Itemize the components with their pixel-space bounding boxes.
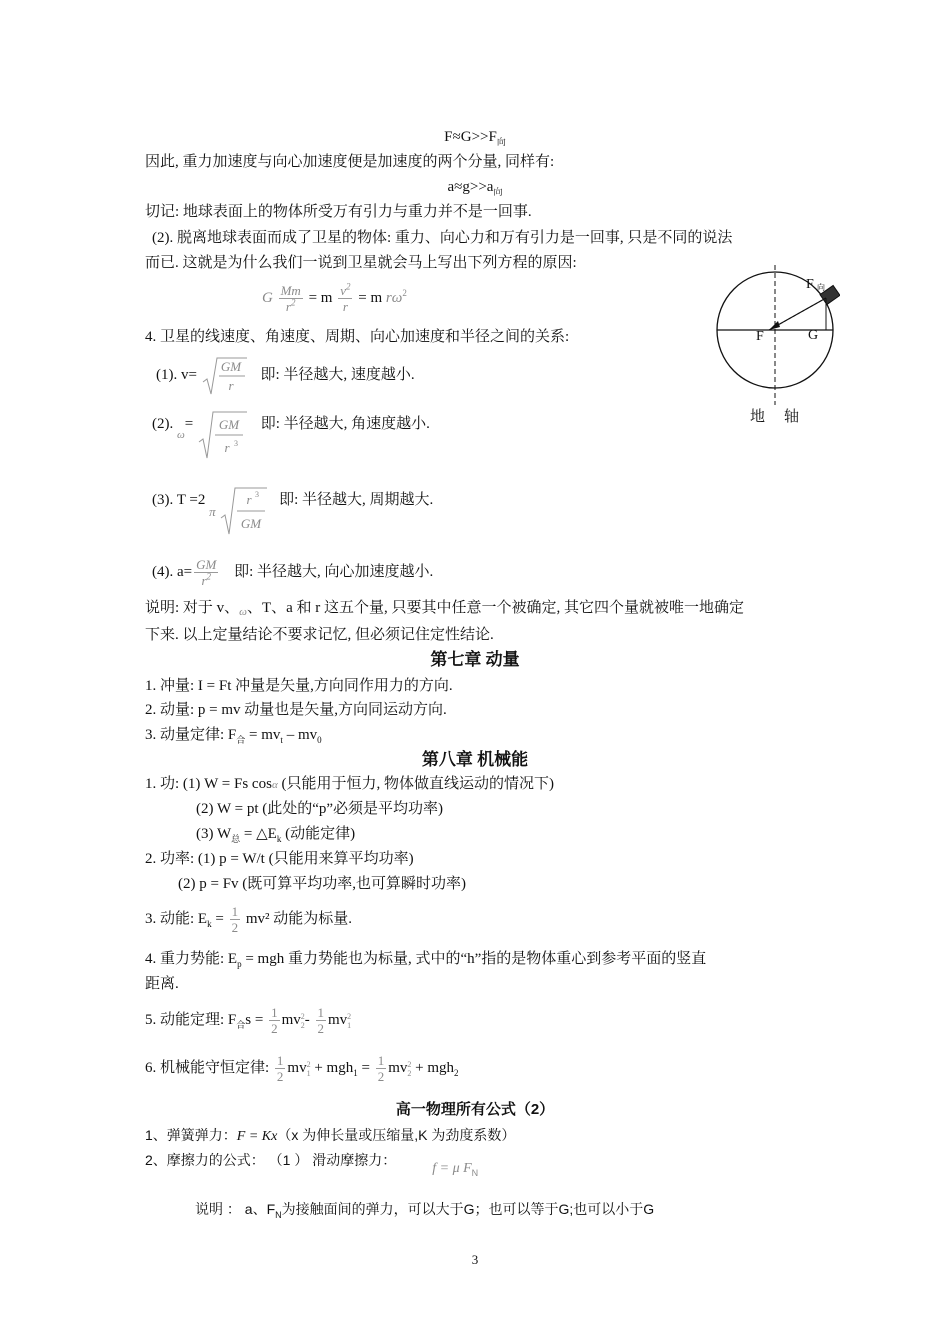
svg-text:3: 3 <box>234 439 238 448</box>
text-line: 切记: 地球表面上的物体所受万有引力与重力并不是一回事. <box>145 204 532 220</box>
svg-text:轴: 轴 <box>784 409 800 425</box>
radical-sign <box>201 356 247 396</box>
text-line: 1、弹簧弹力：F = Kx（x 为伸长量或压缩量,K 为劲度系数） <box>145 1127 516 1144</box>
text-line: 而已. 这就是为什么我们一说到卫星就会马上写出下列方程的原因: <box>145 255 577 271</box>
svg-text:r: r <box>246 492 252 507</box>
chapter-heading: 第七章 动量 <box>430 650 520 669</box>
earth-force-diagram <box>700 245 840 435</box>
text-line: 因此, 重力加速度与向心加速度便是加速度的两个分量, 同样有: <box>145 154 555 170</box>
equation-f-approx: $F\approx G>>F_向$ <box>444 129 506 147</box>
text-line: 1. 功: (1) W = Fs cosα (只能用于恒力, 物体做直线运动的情况下) <box>145 776 554 792</box>
svg-text:GM: GM <box>220 358 241 374</box>
relation-period: (3). T =2 π r 3 GM 即: 半径越大, 周期越大. <box>152 484 433 540</box>
equation-a-approx: $a\approx g>>a_向$ <box>447 179 503 197</box>
svg-text:F: F <box>806 277 814 292</box>
text-line: 说明: 对于 v、$_\omega$、T、a 和 r 这五个量, 只要其中任意一个被确定, 其它四个量就被唯一地确定 <box>145 600 745 618</box>
radical-sign <box>197 408 247 460</box>
svg-text:G: G <box>808 328 819 343</box>
svg-text:r: r <box>228 377 234 393</box>
relation-omega: (2). $_\omega$= GM r 3 即: 半径越大, 角速度越小. <box>152 408 430 464</box>
text-line: (2) W = pt (此处的“p”必须是平均功率) <box>196 801 444 817</box>
text-line: 2. 动量: p = mv 动量也是矢量,方向同运动方向. <box>145 702 447 718</box>
svg-text:向: 向 <box>817 283 825 292</box>
text-line: 2、摩擦力的公式： （1 ） 滑动摩擦力：f = μ $F_N$ <box>145 1152 479 1178</box>
energy-conservation: 6. 机械能守恒定律: $\frac{1}{2}$ mv2 1 + mgh$_1$ = $\frac{1}{2}$ mv2 2 + mgh$_2$ <box>145 1053 459 1085</box>
work-energy-theorem: 5. 动能定理: $F_合s$ = $\frac{1}{2}$ mv2 2- $\frac{1}{2}$ mv2 1 <box>145 1005 352 1037</box>
text-line: 4. 卫星的线速度、角速度、周期、向心加速度和半径之间的关系: <box>145 329 570 345</box>
page-number: 3 <box>471 1252 479 1267</box>
text-line: 下来. 以上定量结论不要求记忆, 但必须记住定性结论. <box>145 627 494 643</box>
satellite-equation: G $\frac{Mm}{r^2}$ = m $\frac{v^2}{r}$ = m $r\omega^2$ <box>262 281 407 315</box>
svg-text:GM: GM <box>218 417 240 432</box>
chapter-heading: 第八章 机械能 <box>421 750 529 769</box>
text-line: 1. 冲量: I = Ft 冲量是矢量,方向同作用力的方向. <box>145 678 453 694</box>
svg-text:3: 3 <box>255 490 260 499</box>
svg-text:地: 地 <box>750 409 766 425</box>
relation-v: (1). v= GM r 即: 半径越大, 速度越小. <box>156 354 415 396</box>
radical-sign <box>219 484 267 536</box>
text-line: 3. 动量定律: $F_合 = mv_t - mv_0$ <box>145 727 322 745</box>
text-line: 距离. <box>145 976 179 992</box>
svg-text:r: r <box>224 440 230 455</box>
section-title: 高一物理所有公式（2） <box>395 1101 555 1118</box>
svg-text:F: F <box>756 329 764 344</box>
text-line: 2. 功率: (1) p = W/t (只能用来算平均功率) <box>145 851 414 867</box>
text-line: (3) $W_总$ = $\triangle E_k$ (动能定律) <box>196 826 356 844</box>
text-line: (2). 脱离地球表面而成了卫星的物体: 重力、向心力和万有引力是一回事, 只是不同的说法 <box>152 230 733 246</box>
text-line: 4. 重力势能: $E_p$ = mgh 重力势能也为标量, 式中的“h”指的是物体重心到参考平面的竖直 <box>145 951 707 969</box>
text-line: 说明 ： a、$F_N$为接触面间的弹力，可以大于G；也可以等于G;也可以小于G <box>195 1201 655 1220</box>
relation-acceleration: (4). a= $\frac{GM}{r^2}$ 即: 半径越大, 向心加速度越小. <box>152 557 434 589</box>
kinetic-energy-line: 3. 动能: $E_k$ = $\frac{1}{2}$ mv² 动能为标量. <box>145 904 352 936</box>
svg-text:GM: GM <box>241 516 262 531</box>
text-line: (2) p = Fv (既可算平均功率,也可算瞬时功率) <box>178 876 467 892</box>
